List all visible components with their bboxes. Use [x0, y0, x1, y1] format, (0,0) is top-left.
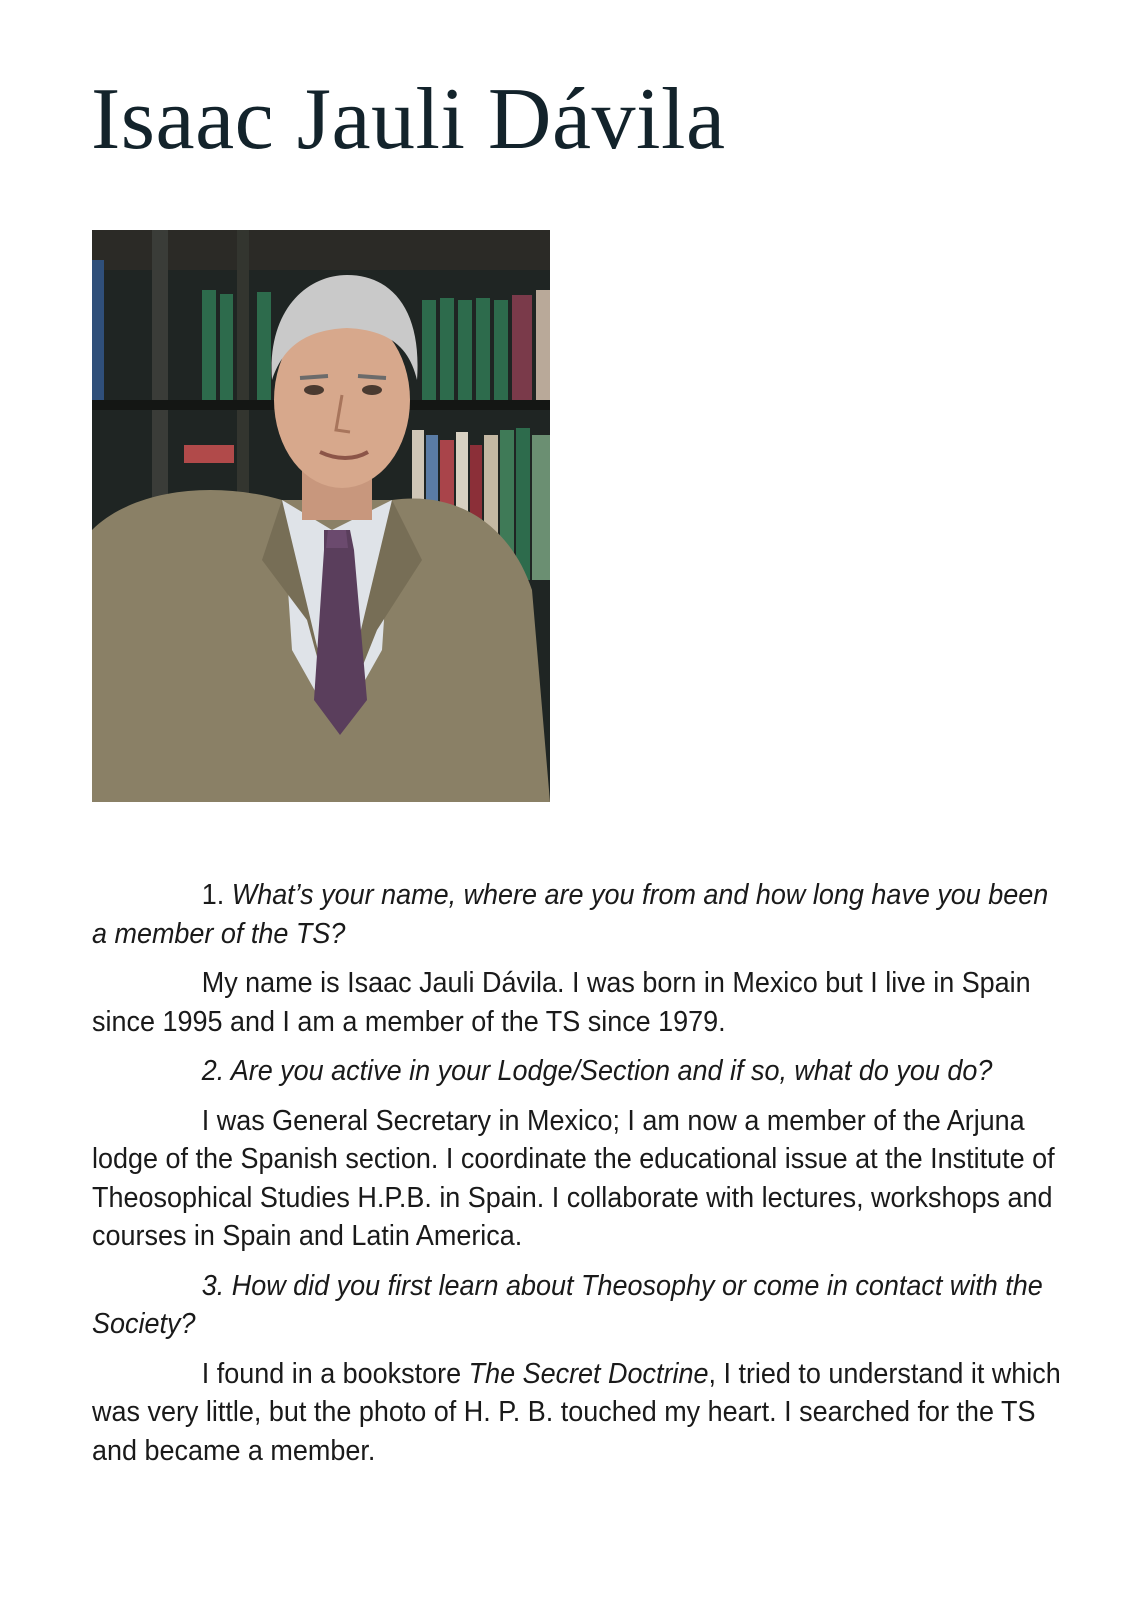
answer-text-before: I found in a bookstore: [201, 1357, 469, 1390]
answer-1: My name is Isaac Jauli Dávila. I was born in Mexico but I live in Spain since 1995 and I am a member of the TS since 1979.: [92, 967, 1031, 1038]
interview-article: [92, 876, 1062, 1481]
answer-text-after: , I tried to understand it which was very little, but the photo of H. P. B. touched my heart. I searched for the TS and became a member.: [92, 1357, 1061, 1467]
answer-3: [92, 1355, 1062, 1471]
question-2: 2. Are you active in your Lodge/Section and if so, what do you do?: [201, 1055, 993, 1087]
answer-2: I was General Secretary in Mexico; I am now a member of the Arjuna lodge of the Spanish section. I coordinate the educational issue at the Institute of Theosophical Studies H.P.B. in Spain. I collaborate with lectures, workshops and courses in Spain and Latin America.: [92, 1104, 1055, 1252]
question-text: What’s your name, where are you from and how long have you been a member of the TS?: [92, 879, 1049, 950]
question-1: [92, 876, 1062, 953]
page-title: Isaac Jauli Dávila: [91, 71, 726, 168]
book-title: The Secret Doctrine: [468, 1357, 709, 1390]
portrait-photo: [92, 230, 550, 802]
question-3: 3. How did you first learn about Theosophy or come in contact with the Society?: [92, 1269, 1043, 1340]
question-number: 1.: [201, 879, 225, 911]
